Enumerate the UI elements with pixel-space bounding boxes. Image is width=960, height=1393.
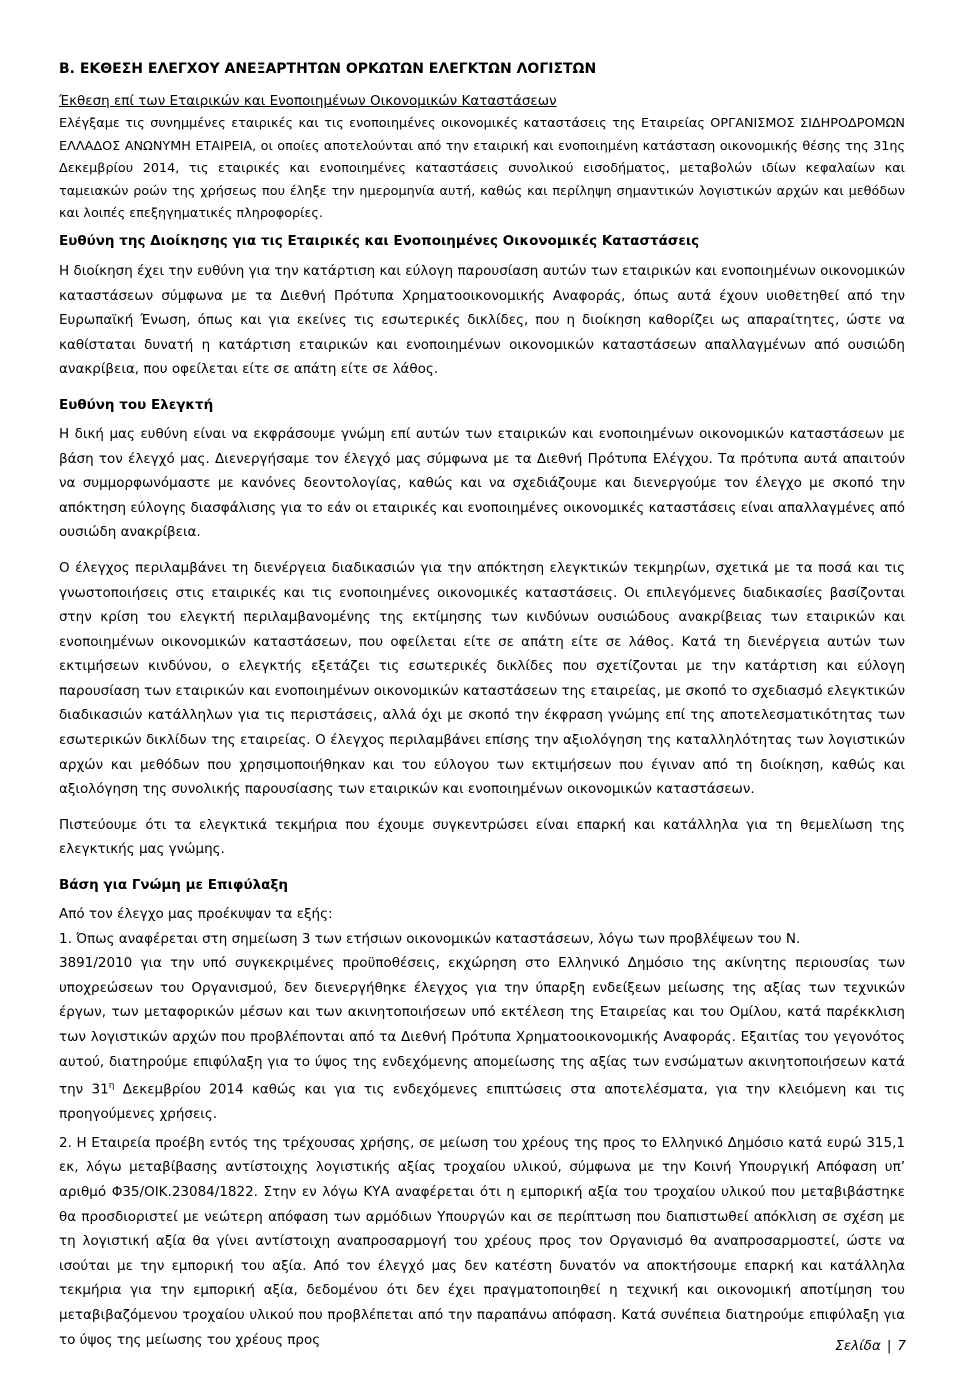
management-paragraph: Η διοίκηση έχει την ευθύνη για την κατάρτιση και εύλογη παρουσίαση αυτών των εταιρικών και ενοποιημένων οικονομικών καταστάσεων σύμφωνα με τα Διεθνή Πρότυπα Χρηματοοικονομικής Αναφοράς, όπως αυτά έχουν υιοθετηθεί από την Ευρωπαϊκή Ένωση, όπως και για εκείνες τις εσωτερικές δικλίδες, που η διοίκηση καθορίζει ως απαραίτητες, ώστε να καθίσταται δυνατή η κατάρτιση εταιρικών και ενοποιημένων οικονομικών καταστάσεων απαλλαγμένων από ουσιώδη ανακρίβεια, που οφείλεται είτε σε απάτη είτε σε λάθος. — [59, 262, 905, 378]
qualified-opinion-heading: Βάση για Γνώμη με Επιφύλαξη — [59, 877, 288, 894]
footer-label: Σελίδα — [835, 1338, 881, 1354]
auditor-heading: Ευθύνη του Ελεγκτή — [59, 396, 214, 413]
report-title: B. ΕΚΘΕΣΗ ΕΛΕΓΧΟΥ ΑΝΕΞΑΡΤΗΤΩΝ ΟΡΚΩΤΩΝ ΕΛΕΓΚΤΩΝ ΛΟΓΙΣΤΩΝ — [59, 61, 597, 77]
document-page — [59, 58, 905, 1352]
report-subtitle: Έκθεση επί των Εταιρικών και Ενοποιημένων Οικονομικών Καταστάσεων — [59, 93, 557, 109]
page-footer — [835, 1338, 906, 1354]
item-1-body — [59, 951, 905, 1127]
auditor-paragraph-1: Η δική μας ευθύνη είναι να εκφράσουμε γνώμη επί αυτών των εταιρικών και ενοποιημένων οικονομικών καταστάσεων με βάση τον έλεγχό μας. Διενεργήσαμε τον έλεγχό μας σύμφωνα με τα Διεθνή Πρότυπα Ελέγχου. Τα πρότυπα αυτά απαιτούν να συμμορφωνόμαστε με κανόνες δεοντολογίας, καθώς και να σχεδιάζουμε και διενεργούμε τον έλεγχο με σκοπό την απόκτηση εύλογης διασφάλισης για το εάν οι εταιρικές και ενοποιημένες οικονομικές καταστάσεις είναι απαλλαγμένες από ουσιώδη ανακρίβεια. — [59, 425, 905, 541]
item-1-first-line: 1. Όπως αναφέρεται στη σημείωση 3 των ετήσιων οικονομικών καταστάσεων, λόγω των προβλέψεων του Ν. — [59, 930, 801, 947]
page-number: 7 — [897, 1338, 906, 1354]
auditor-paragraph-3: Πιστεύουμε ότι τα ελεγκτικά τεκμήρια που έχουμε συγκεντρώσει είναι επαρκή και κατάλληλα για τη θεμελίωση της ελεγκτικής μας γνώμης. — [59, 816, 905, 858]
item-1-text: 3891/2010 για την υπό συγκεκριμένες προϋποθέσεις, εκχώρηση στο Ελληνικό Δημόσιο της ακίνητης περιουσίας των υποχρεώσεων του Οργανισμού, δεν διενεργήθηκε έλεγχος για την ύπαρξη ενδείξεων μείωσης της αξίας των τεχνικών έργων, των μεταφορικών μέσων και των ακινητοποιήσεων υπό εκτέλεση της Εταιρείας και του Ομίλου, κατά παρέκκλιση των λογιστικών αρχών που προβλέπονται από τα Διεθνή Πρότυπα Χρηματοοικονομικής Αναφοράς. Εξαιτίας του γεγονότος αυτού, διατηρούμε επιφύλαξη για το ύψος της ενδεχόμενης απομείωσης της αξίας των ενσώματων ακινητοποιήσεων κατά την 31 — [59, 955, 905, 1098]
footer-separator: | — [886, 1338, 892, 1354]
item-1-superscript: η — [108, 1081, 115, 1092]
qualified-intro: Από τον έλεγχο μας προέκυψαν τα εξής: — [59, 906, 333, 923]
item-1-text-end: Δεκεμβρίου 2014 καθώς και για τις ενδεχόμενες επιπτώσεις στα αποτελέσματα, για την κλειόμενη και τις προηγούμενες χρήσεις. — [59, 1081, 905, 1123]
auditor-paragraph-2: Ο έλεγχος περιλαμβάνει τη διενέργεια διαδικασιών για την απόκτηση ελεγκτικών τεκμηρίων, σχετικά με τα ποσά και τις γνωστοποιήσεις στις εταιρικές και τις ενοποιημένες οικονομικές καταστάσεις. Οι επιλεγόμενες διαδικασίες βασίζονται στην κρίση του ελεγκτή περιλαμβανομένης της εκτίμησης των κινδύνων ουσιώδους ανακρίβειας των εταιρικών και ενοποιημένων οικονομικών καταστάσεων, που οφείλεται είτε σε απάτη είτε σε λάθος. Κατά τη διενέργεια αυτών των εκτιμήσεων κινδύνου, ο ελεγκτής εξετάζει τις εσωτερικές δικλίδες που σχετίζονται με την κατάρτιση και εύλογη παρουσίαση των εταιρικών και ενοποιημένων οικονομικών καταστάσεων της εταιρείας, με σκοπό το σχεδιασμό ελεγκτικών διαδικασιών κατάλληλων για τις περιστάσεις, αλλά όχι με σκοπό την έκφραση γνώμης επί της αποτελεσματικότητας των εσωτερικών δικλίδων της εταιρείας. Ο έλεγχος περιλαμβάνει επίσης την αξιολόγηση της καταλληλότητας των λογιστικών αρχών και μεθόδων που χρησιμοποιήθηκαν και του εύλογου των εκτιμήσεων που έγιναν από τη διοίκηση, καθώς και αξιολόγηση της συνολικής παρουσίασης των εταιρικών και ενοποιημένων οικονομικών καταστάσεων. — [59, 559, 905, 798]
item-2: 2. Η Εταιρεία προέβη εντός της τρέχουσας χρήσης, σε μείωση του χρέους της προς το Ελληνικό Δημόσιο κατά ευρώ 315,1 εκ, λόγω μεταβίβασης αντίστοιχης λογιστικής αξίας τροχαίου υλικού, σύμφωνα με την Κοινή Υπουργική Απόφαση υπ’ αριθμό Φ35/ΟΙΚ.23084/1822. Στην εν λόγω ΚΥΑ αναφέρεται ότι η εμπορική αξία του τροχαίου υλικού που μεταβιβάστηκε θα προσδιοριστεί με νεώτερη απόφαση των αρμόδιων Υπουργών και σε περίπτωση που διαπιστωθεί απόκλιση σε σχέση με τη λογιστική αξία θα γίνει αντίστοιχη αναπροσαρμογή του χρέους προς τον Οργανισμό θα αναπροσαρμοστεί, ώστε να ισούται με την εμπορική του αξία. Από τον έλεγχό μας δεν κατέστη δυνατόν να αποκτήσουμε επαρκή και κατάλληλα τεκμήρια για την εμπορική αξία, δεδομένου ότι δεν έχει πραγματοποιηθεί η τεχνική και οικονομική αποτίμηση του μεταβιβαζόμενου τροχαίου υλικού που προβλέπεται από την παραπάνω απόφαση. Κατά συνέπεια διατηρούμε επιφύλαξη για το ύψος της μείωσης του χρέους προς — [59, 1134, 905, 1348]
management-heading: Ευθύνη της Διοίκησης για τις Εταιρικές και Ενοποιημένες Οικονομικές Καταστάσεις — [59, 232, 700, 249]
intro-paragraph: Ελέγξαμε τις συνημμένες εταιρικές και τις ενοποιημένες οικονομικές καταστάσεις της Εταιρείας ΟΡΓΑΝΙΣΜΟΣ ΣΙΔΗΡΟΔΡΟΜΩΝ ΕΛΛΑΔΟΣ ΑΝΩΝΥΜΗ ΕΤΑΙΡΕΙΑ, οι οποίες αποτελούνται από την εταιρική και ενοποιημένη κατάσταση οικονομικής θέσης της 31ης Δεκεμβρίου 2014, τις εταιρικές και ενοποιημένες καταστάσεις συνολικού εισοδήματος, μεταβολών ιδίων κεφαλαίων και ταμειακών ροών της χρήσεως που έληξε την ημερομηνία αυτή, καθώς και περίληψη σημαντικών λογιστικών αρχών και μεθόδων και λοιπές επεξηγηματικές πληροφορίες. — [59, 116, 905, 222]
